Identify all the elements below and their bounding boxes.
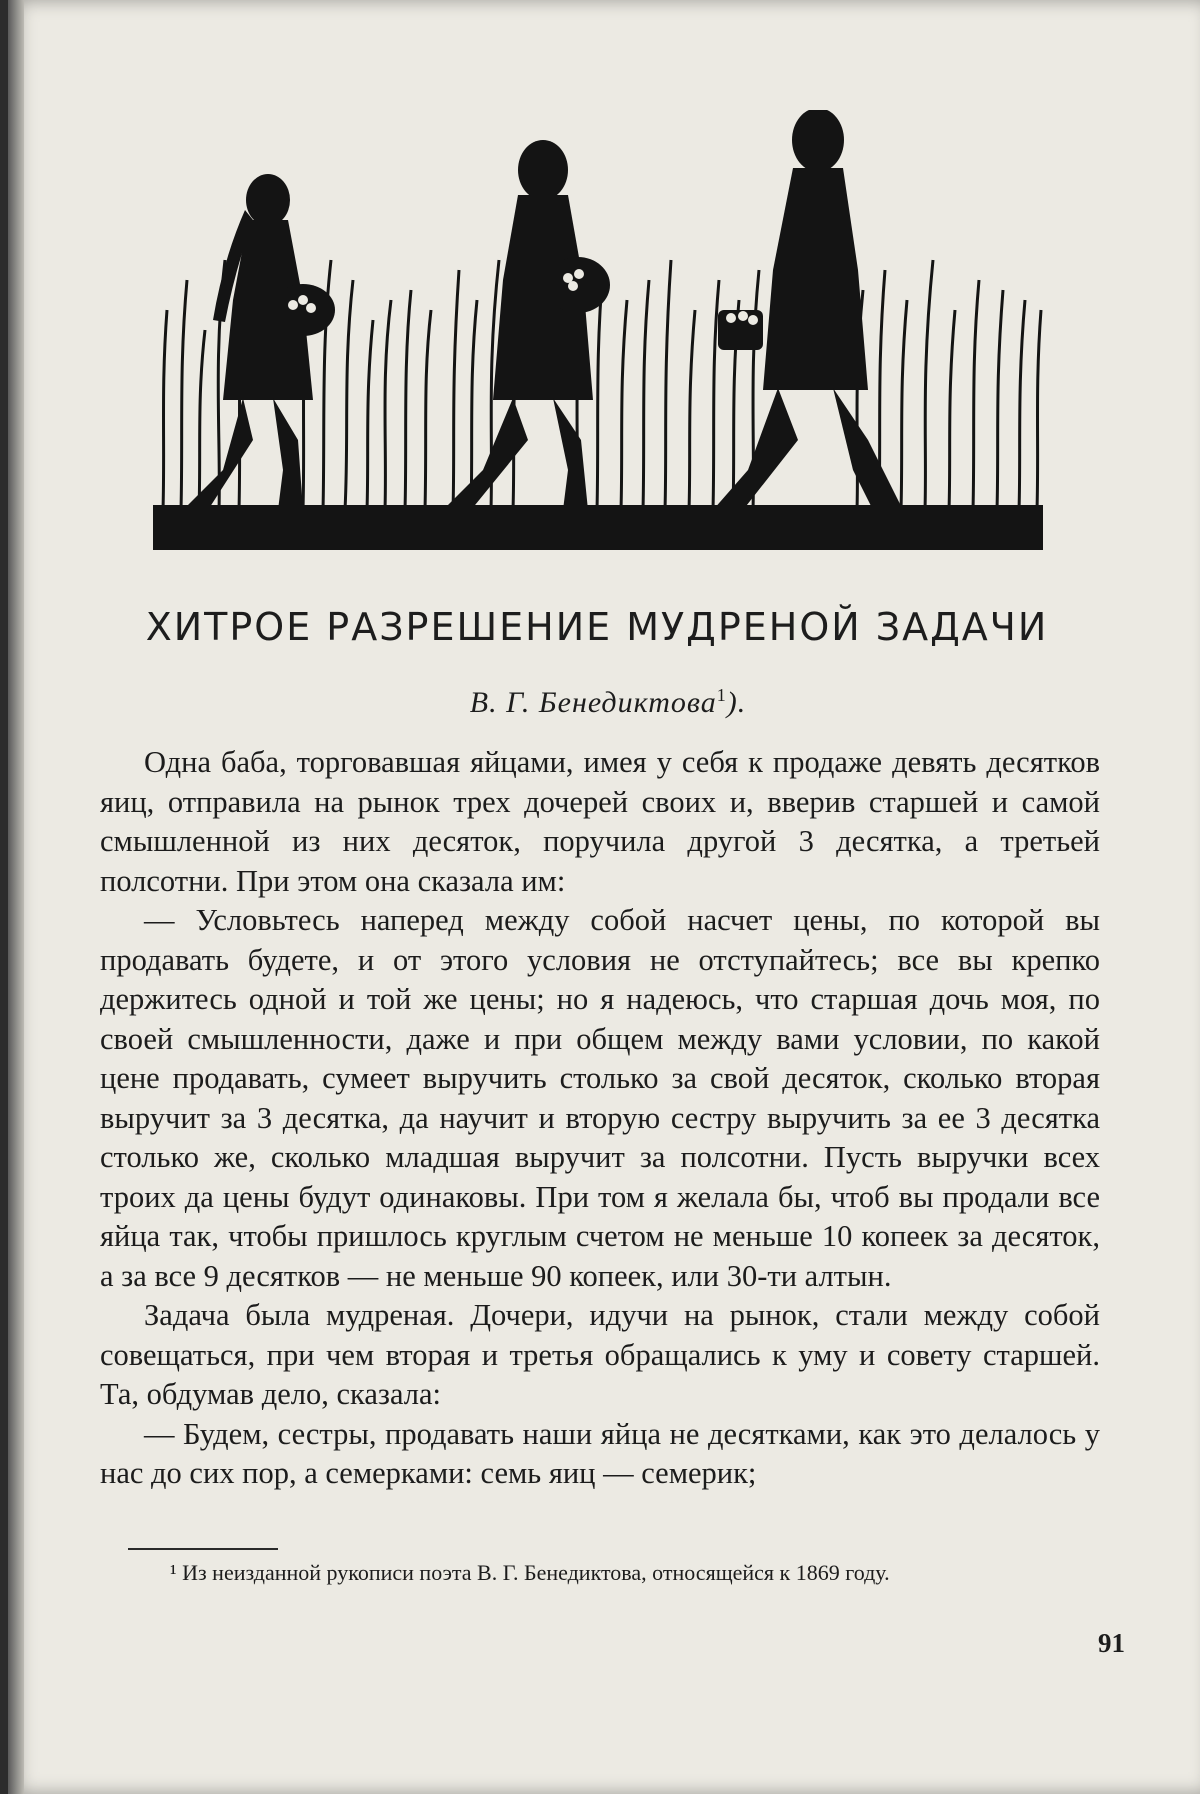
silhouette-drawing <box>153 110 1043 550</box>
girl-3-silhouette <box>713 110 903 510</box>
paragraph: Одна баба, торговавшая яйцами, имея у себя к продаже девять десятков яиц, отправила на рынок трех дочерей своих и, вверив старшей и самой смышленной из них десяток, поручила другой 3 десятка, а третьей полсотни. При этом она сказала им: <box>100 745 1100 898</box>
paragraph: — Условьтесь наперед между собой насчет цены, по которой вы продавать будете, и от этого условия не отступайтесь; все вы крепко держитесь одной и той же цены; но я надеюсь, что старшая дочь моя, по своей смышленности, даже и при общем между вами условии, по какой цене продавать, сумеет выручить столько за свой десяток, сколько вторая выручит за 3 десятка, да научит и вторую сестру выручить за ее 3 десятка столько же, сколько младшая выручит за полсотни. Пусть выручки всех троих да цены будут одинаковы. При том я желала бы, чтоб вы продали все яйца так, чтобы пришлось круглым счетом не меньше 10 копеек за десяток, а за все 9 десятков — не меньше 90 копеек, или 30-ти алтын. <box>100 903 1100 1293</box>
article-title: ХИТРОЕ РАЗРЕШЕНИЕ МУДРЕНОЙ ЗАДАЧИ <box>145 605 1049 649</box>
paragraph: Задача была мудреная. Дочери, идучи на рынок, стали между собой совещаться, при чем вторая и третья обращались к уму и совету старшей. Та, обдумав дело, сказала: <box>100 1298 1100 1411</box>
footnote-divider <box>128 1548 278 1550</box>
girl-1-silhouette <box>183 174 335 510</box>
footnote-marker: 1 <box>716 685 727 705</box>
footnote-text: ¹ Из неизданной рукописи поэта В. Г. Бенедиктова, относящейся к 1869 году. <box>170 1560 890 1585</box>
article-body <box>100 743 1100 1494</box>
author-name: В. Г. Бенедиктова <box>469 686 717 719</box>
page-number: 91 <box>1098 1628 1125 1658</box>
footnote <box>100 1556 1100 1590</box>
illustration-three-girls-silhouette <box>153 110 1043 550</box>
book-page <box>8 0 1200 1794</box>
girl-2-silhouette <box>443 140 610 510</box>
paragraph: — Будем, сестры, продавать наши яйца не десятками, как это делалось у нас до сих пор, а семерками: семь яиц — семерик; <box>100 1416 1100 1490</box>
author-suffix: ). <box>726 686 747 719</box>
book-gutter <box>8 0 24 1794</box>
article-author <box>8 685 1200 720</box>
